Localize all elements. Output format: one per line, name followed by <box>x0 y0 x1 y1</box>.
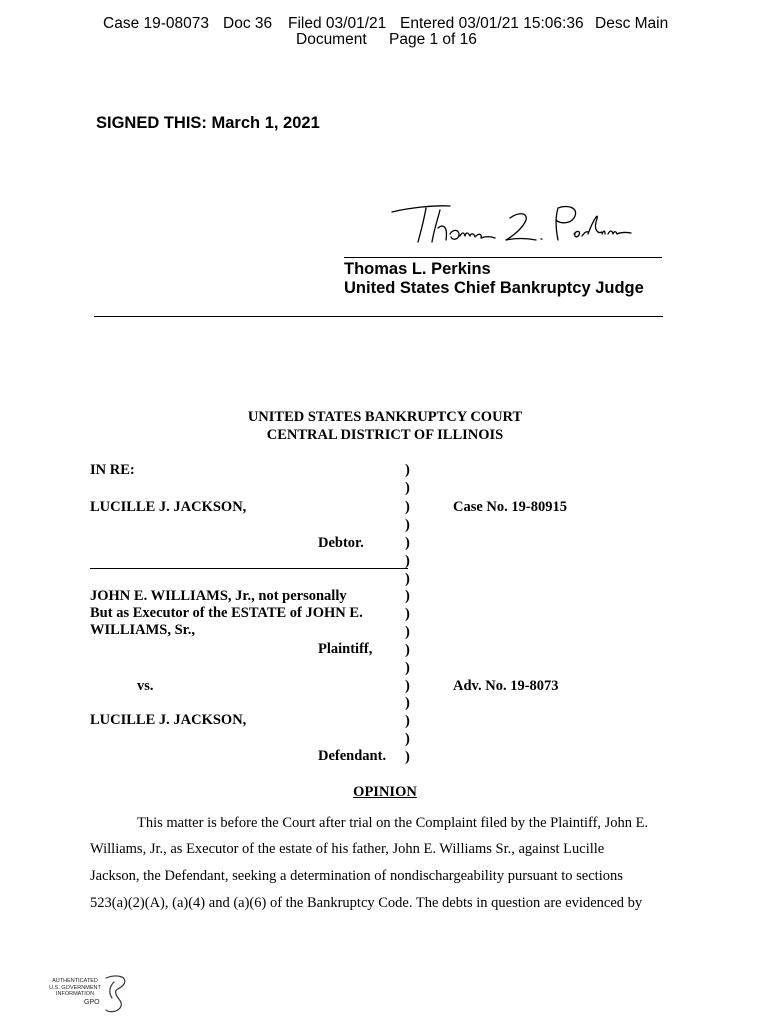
header-doc: Doc 36 <box>223 15 273 32</box>
header-page: Page 1 of 16 <box>389 31 477 48</box>
header-document: Document <box>296 31 367 48</box>
in-re-label: IN RE: <box>90 462 135 478</box>
adversary-number: Adv. No. 19-8073 <box>453 678 559 694</box>
opinion-line: This matter is before the Court after trial on the Complaint filed by the Plaintiff, John E. <box>137 815 649 831</box>
debtor-role: Debtor. <box>318 535 364 551</box>
caption-paren: ) <box>405 606 410 622</box>
caption-paren: ) <box>405 642 410 658</box>
versus-label: vs. <box>137 678 154 694</box>
signed-date: SIGNED THIS: March 1, 2021 <box>96 114 320 132</box>
caption-paren: ) <box>405 678 410 694</box>
caption-paren: ) <box>405 462 410 478</box>
caption-paren: ) <box>405 535 410 551</box>
caption-paren: ) <box>405 713 410 729</box>
court-name: UNITED STATES BANKRUPTCY COURT <box>247 409 523 425</box>
header-entered: Entered 03/01/21 15:06:36 <box>400 15 584 32</box>
caption-paren: ) <box>405 749 410 765</box>
caption-paren: ) <box>405 517 410 533</box>
gpo-line-1: AUTHENTICATED <box>52 978 98 984</box>
gpo-line-4: GPO <box>84 999 100 1006</box>
plaintiff-line-3: WILLIAMS, Sr., <box>90 622 196 638</box>
plaintiff-line-1: JOHN E. WILLIAMS, Jr., not personally <box>90 588 347 604</box>
defendant-role: Defendant. <box>318 748 387 764</box>
debtor-name: LUCILLE J. JACKSON, <box>90 499 247 515</box>
header-divider <box>94 316 663 317</box>
caption-paren: ) <box>405 624 410 640</box>
judge-title: United States Chief Bankruptcy Judge <box>344 279 644 297</box>
judge-signature <box>388 198 638 248</box>
court-district: CENTRAL DISTRICT OF ILLINOIS <box>266 427 504 443</box>
gpo-line-3: INFORMATION <box>55 991 95 997</box>
caption-divider <box>90 568 408 569</box>
judge-name: Thomas L. Perkins <box>344 260 491 278</box>
gpo-authenticated-logo <box>44 972 134 1016</box>
plaintiff-line-2: But as Executor of the ESTATE of JOHN E. <box>90 605 363 621</box>
opinion-line: Jackson, the Defendant, seeking a determination of nondischargeability pursuant to sections <box>90 868 623 884</box>
plaintiff-role: Plaintiff, <box>318 641 373 657</box>
caption-paren: ) <box>405 553 410 569</box>
caption-paren: ) <box>405 588 410 604</box>
gpo-line-2: U.S. GOVERNMENT <box>49 984 101 991</box>
opinion-line: Williams, Jr., as Executor of the estate of his father, John E. Williams Sr., against Lucille <box>90 841 605 857</box>
header-filed: Filed 03/01/21 <box>288 15 387 32</box>
caption-paren: ) <box>405 695 410 711</box>
caption-paren: ) <box>405 499 410 515</box>
caption-paren: ) <box>405 660 410 676</box>
header-case: Case 19-08073 <box>103 15 209 32</box>
defendant-name: LUCILLE J. JACKSON, <box>90 712 247 728</box>
header-desc: Desc Main <box>595 15 669 32</box>
opinion-heading: OPINION <box>353 784 417 800</box>
caption-paren: ) <box>405 571 410 587</box>
caption-paren: ) <box>405 731 410 747</box>
signature-line <box>344 257 662 258</box>
caption-paren: ) <box>405 480 410 496</box>
opinion-line: 523(a)(2)(A), (a)(4) and (a)(6) of the Bankruptcy Code. The debts in question are evidenced by <box>90 895 643 911</box>
case-number: Case No. 19-80915 <box>453 499 567 515</box>
